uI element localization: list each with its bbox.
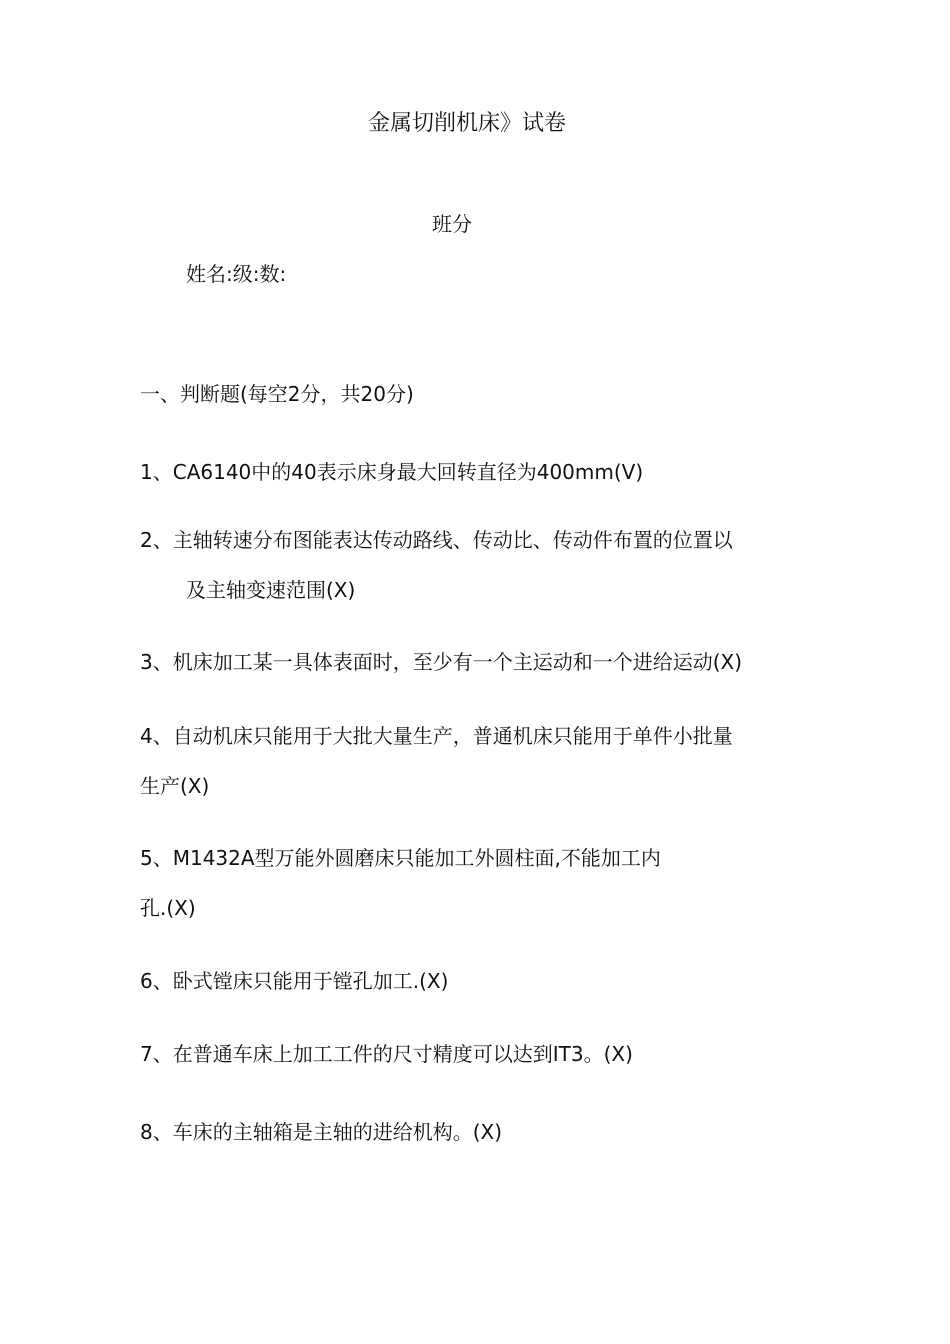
student-info-line: 姓名:级:数: xyxy=(186,262,287,286)
question-5-continued: 孔.(X) xyxy=(140,896,196,920)
header-label: 班分 xyxy=(432,212,472,236)
question-3: 3、机床加工某一具体表面时，至少有一个主运动和一个进给运动(X) xyxy=(140,650,743,674)
question-8: 8、车床的主轴箱是主轴的进给机构。(X) xyxy=(140,1120,503,1144)
section-heading: 一、判断题(每空2分，共20分) xyxy=(140,382,414,406)
question-1: 1、CA6140中的40表示床身最大回转直径为400mm(V) xyxy=(140,460,644,484)
question-5: 5、M1432A型万能外圆磨床只能加工外圆柱面,不能加工内 xyxy=(140,846,661,870)
question-4: 4、自动机床只能用于大批大量生产，普通机床只能用于单件小批量 xyxy=(140,724,733,748)
document-title: 金属切削机床》试卷 xyxy=(368,111,567,136)
question-7: 7、在普通车床上加工工件的尺寸精度可以达到IT3。(X) xyxy=(140,1042,633,1066)
question-6: 6、卧式镗床只能用于镗孔加工.(X) xyxy=(140,969,449,993)
question-2-continued: 及主轴变速范围(X) xyxy=(186,578,356,602)
question-2: 2、主轴转速分布图能表达传动路线、传动比、传动件布置的位置以 xyxy=(140,528,733,552)
question-4-continued: 生产(X) xyxy=(140,774,210,798)
